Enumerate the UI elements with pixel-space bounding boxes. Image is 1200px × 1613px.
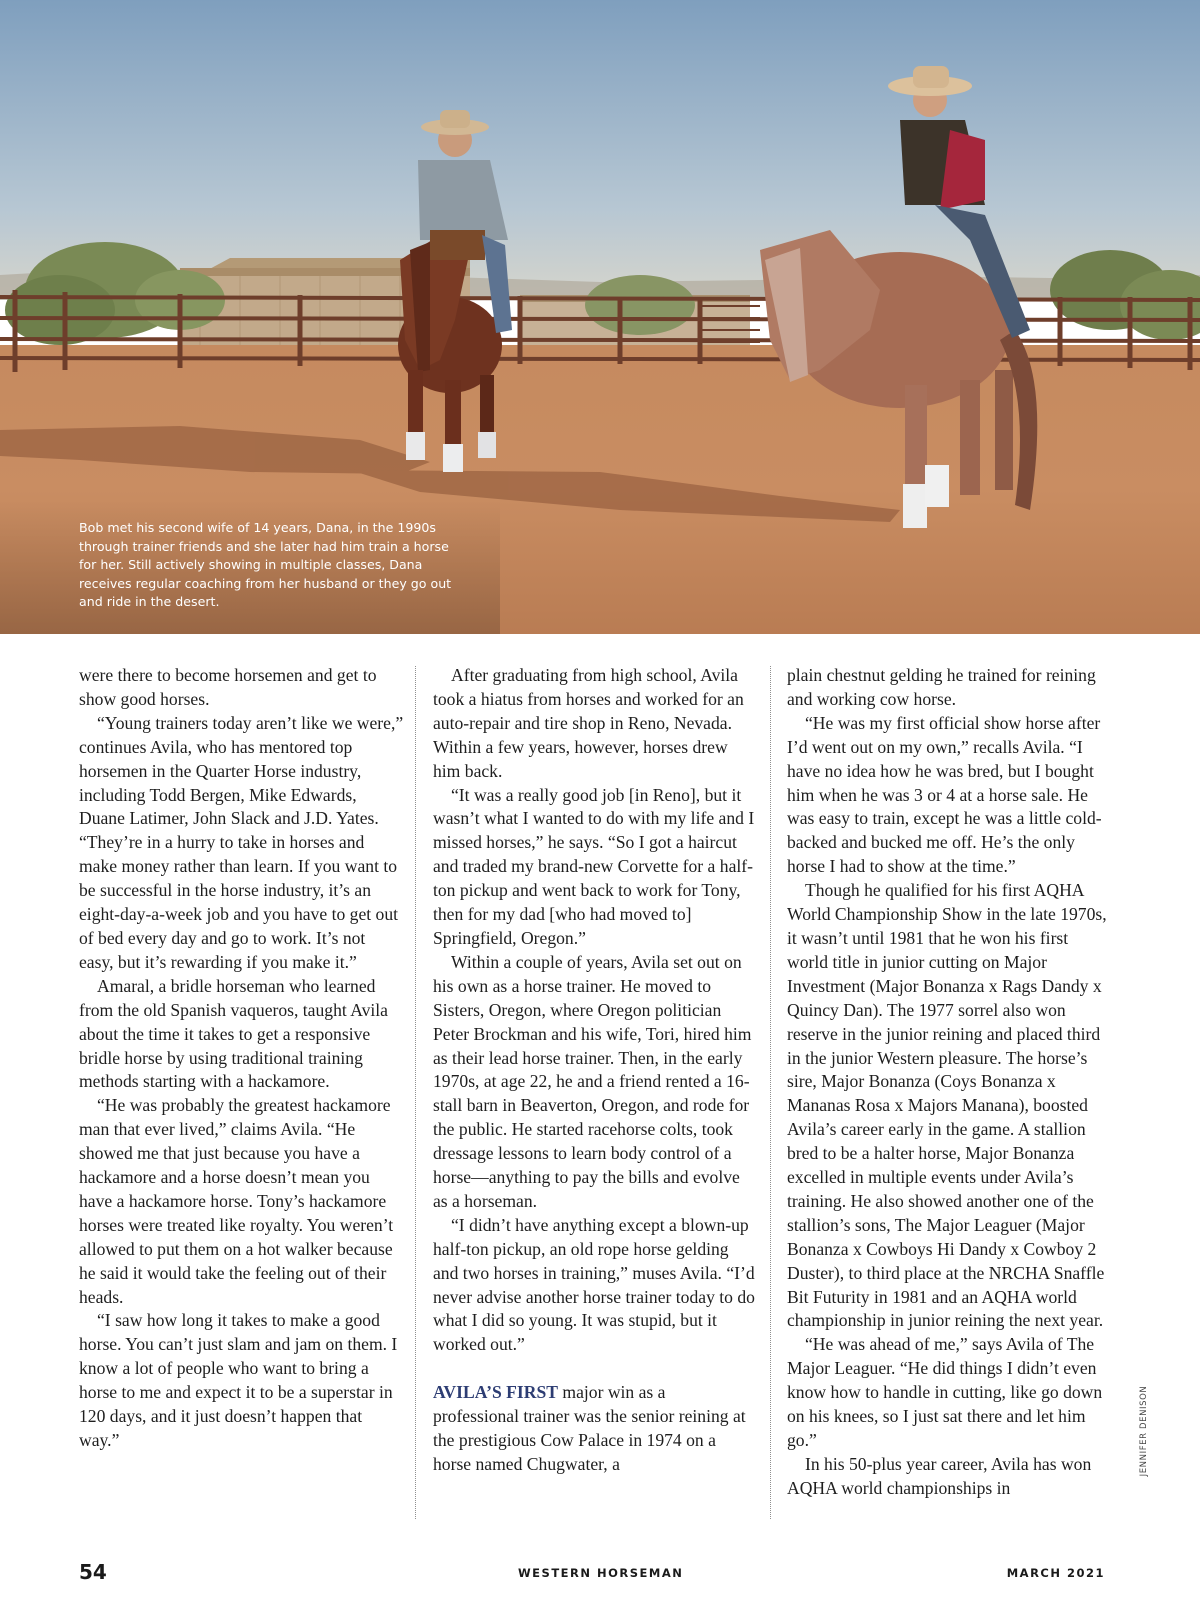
sky	[0, 0, 1200, 300]
section-start-paragraph	[433, 1381, 755, 1477]
column-divider	[415, 666, 416, 1519]
paragraph: “Young trainers today aren’t like we were,” continues Avila, who has mentored top horsemen in the Quarter Horse industry, including Todd Bergen, Mike Edwards, Duane Latimer, John Slack and J.D. Yates. “They’re in a hurry to take in horses and make money rather than learn. If you want to be successful in the horse industry, it’s an eight-day-a-week job and you have to get out of bed every day and go to work. It’s not easy, but it’s rewarding if you make it.”	[79, 712, 404, 972]
paragraph: Amaral, a bridle horseman who learned from the old Spanish vaqueros, taught Avila about the time it takes to get a responsive bridle horse by using traditional training methods starting with a hackamore.	[79, 975, 388, 1092]
paragraph: After graduating from high school, Avila took a hiatus from horses and worked for an auto-repair and tire shop in Reno, Nevada. Within a few years, however, horses drew him back.	[433, 665, 744, 781]
paragraph: In his 50-plus year career, Avila has won AQHA world championships in	[787, 1453, 1092, 1498]
paragraph: “I didn’t have anything except a blown-up half-ton pickup, an old rope horse gelding and two horses in training,” muses Avila. “I’d never advise another horse trainer today to do what I did so young. It was stupid, but it worked out.”	[433, 1214, 755, 1355]
article-column-2	[433, 664, 755, 1477]
section-text: major win as a professional trainer was the senior reining at the prestigious Cow Palace in 1974 on a horse named Chugwater, a	[433, 1382, 746, 1474]
paragraph: were there to become horsemen and get to show good horses.	[79, 665, 377, 709]
paragraph: Though he qualified for his first AQHA World Championship Show in the late 1970s, it wasn’t until 1981 that he won his first world title in junior cutting on Major Investment (Major Bonanza x Rags Dandy x Quincy Dan). The 1977 sorrel also won reserve in the junior reining and placed third in the junior Western pleasure. The horse’s sire, Major Bonanza (Coys Bonanza x Mananas Rosa x Majors Manana), boosted Avila’s career early in the game. A stallion bred to be a halter horse, Major Bonanza excelled in multiple events under Avila’s training. He also showed another one of the stallion’s sons, The Major Leaguer (Major Bonanza x Cowboys Hi Dandy x Cowboy 2 Duster), to third place at the NRCHA Snaffle Bit Futurity in 1981 and an AQHA world championship in junior reining the next year.	[787, 880, 1107, 1331]
column-divider	[770, 666, 771, 1519]
photo-caption: Bob met his second wife of 14 years, Dana, in the 1990s through trainer friends and she later had him train a horse for her. Still actively showing in multiple classes, Dana receives regular coaching from her husband or they go out and ride in the desert.	[79, 520, 452, 609]
article-column-3	[787, 664, 1112, 1501]
photo-credit: JENNIFER DENISON	[1139, 1385, 1149, 1477]
page-number: 54	[79, 1560, 107, 1584]
paragraph: “I saw how long it takes to make a good horse. You can’t just slam and jam on them. I know a lot of people who want to bring a horse to me and expect it to be a superstar in 120 days, and it just doesn’t happen that way.”	[79, 1310, 398, 1450]
paragraph: “He was probably the greatest hackamore man that ever lived,” claims Avila. “He showed me that just because you have a hackamore and a horse doesn’t mean you have a hackamore horse. Tony’s hackamore horses were treated like royalty. You weren’t allowed to put them on a hot walker because he said it would take the feeling out of their heads.	[79, 1095, 394, 1307]
paragraph: Within a couple of years, Avila set out on his own as a horse trainer. He moved to Sisters, Oregon, where Oregon politician Peter Brockman and his wife, Tori, hired him as their lead horse trainer. Then, in the early 1970s, at age 22, he and a friend rented a 16-stall barn in Beaverton, Oregon, and rode for the public. He started racehorse colts, took dressage lessons to learn body control of a horse—anything to pay the bills and evolve as a horseman.	[433, 951, 752, 1211]
section-lead-in: AVILA’S FIRST	[433, 1382, 558, 1403]
paragraph: “It was a really good job [in Reno], but it wasn’t what I wanted to do with my life and I missed horses,” he says. “So I got a haircut and traded my brand-new Corvette for a half-ton pickup and went back to work for Tony, then for my dad [who had moved to] Springfield, Oregon.”	[433, 784, 755, 948]
issue-date: MARCH 2021	[1006, 1566, 1105, 1580]
paragraph: “He was my first official show horse after I’d went out on my own,” recalls Avila. “I have no idea how he was bred, but I bought him when he was 3 or 4 at a horse sale. He was easy to train, except he was a little cold-backed and bucked me off. He’s the only horse I had to show at the time.”	[787, 712, 1102, 877]
hero-photo	[0, 0, 1200, 634]
magazine-name: WESTERN HORSEMAN	[518, 1566, 684, 1580]
article-column-1	[79, 664, 404, 1453]
paragraph: plain chestnut gelding he trained for reining and working cow horse.	[787, 665, 1096, 709]
paragraph: “He was ahead of me,” says Avila of The Major Leaguer. “He did things I didn’t even know how to handle in cutting, like go down on his knees, so I just sat there and let him go.”	[787, 1334, 1103, 1450]
